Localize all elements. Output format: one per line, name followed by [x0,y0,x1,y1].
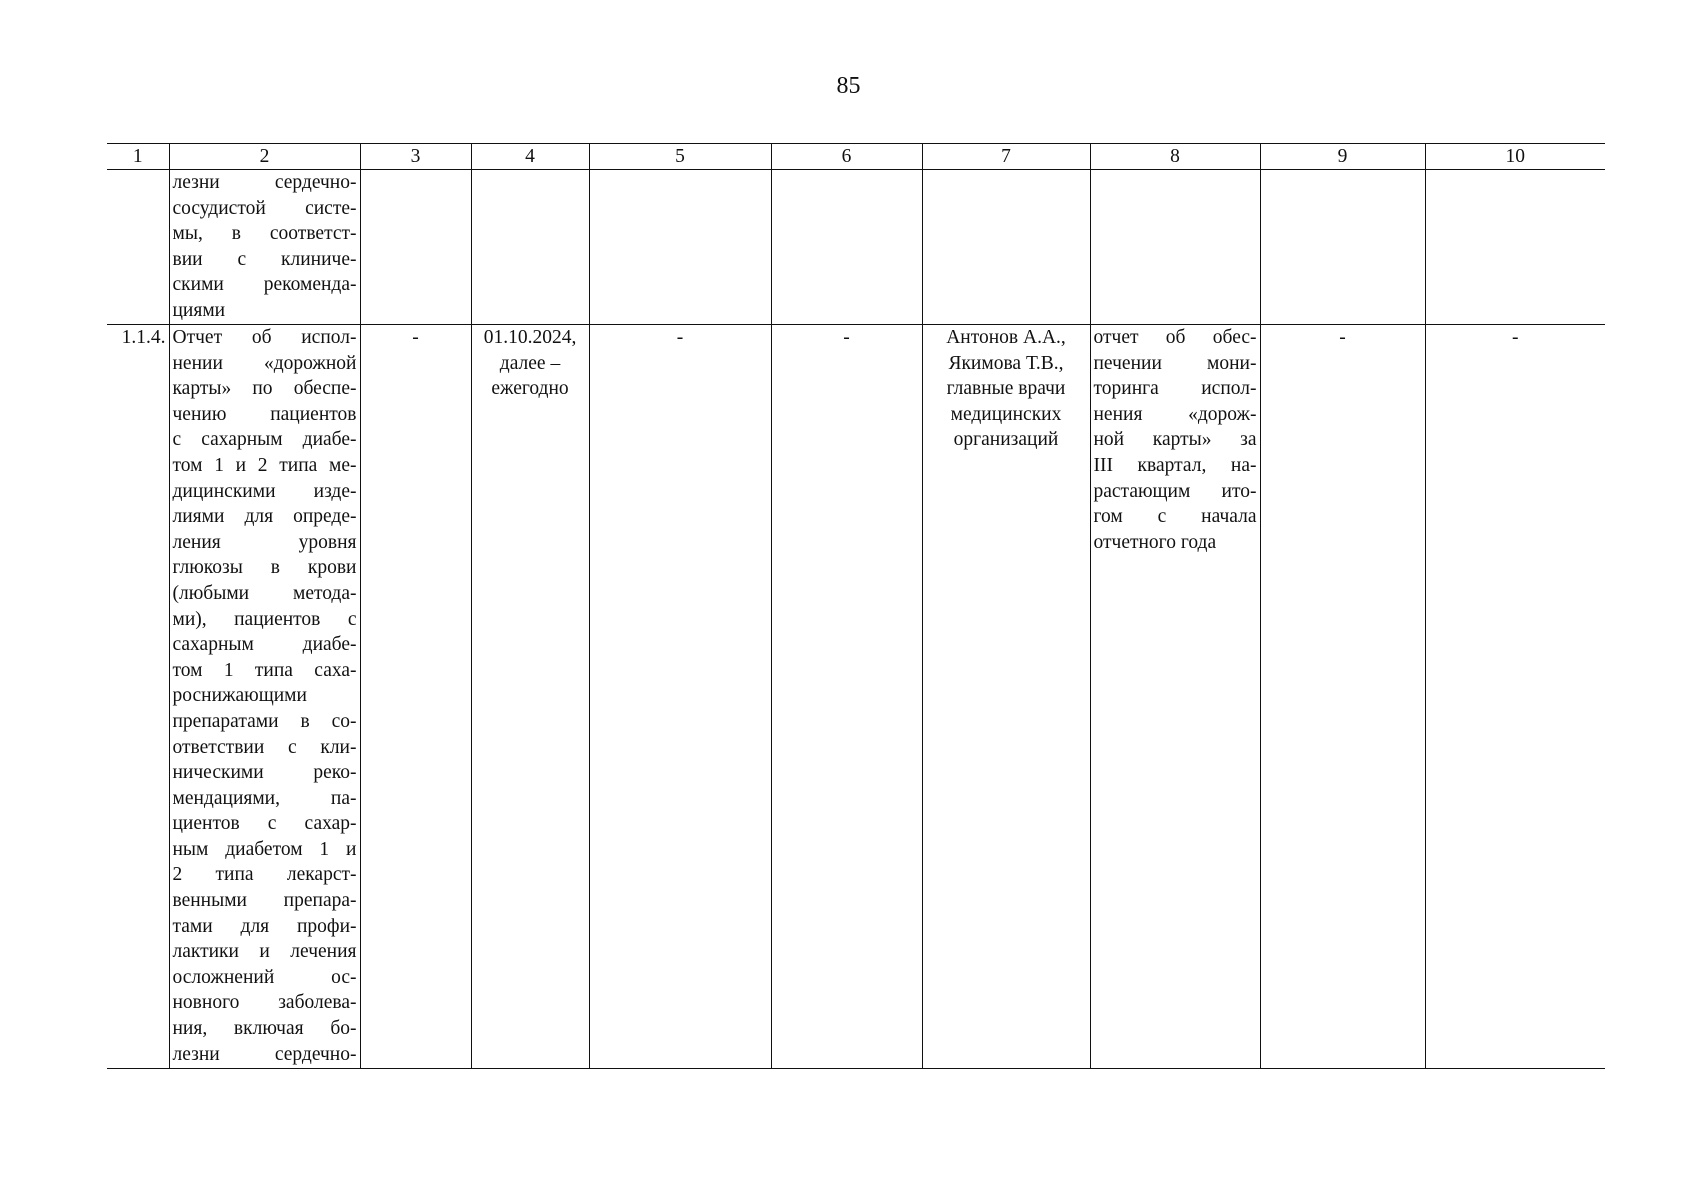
text-line: чению пациентов [172,403,357,425]
text-line: ления уровня [172,531,357,553]
text-line: осложнений ос- [172,966,357,988]
cell-col10: - [1425,325,1605,1069]
cell-col10 [1425,170,1605,325]
text-line: лиями для опреде- [172,506,357,528]
text-line: циями [172,299,226,321]
page-number: 85 [836,73,861,99]
text-line: роснижающими [172,685,307,707]
cell-number: 1.1.4. [107,325,169,1069]
cell-col5: - [589,325,771,1069]
text-line: том 1 и 2 типа ме- [172,454,357,476]
text-line: печении мони- [1093,352,1257,374]
cell-col6 [771,170,922,325]
text-line: Антонов А.А., [946,327,1066,348]
text-line: с сахарным диабе- [172,429,357,451]
cell-col6: - [771,325,922,1069]
text-line: циентов с сахар- [172,813,357,835]
cell-col9: - [1260,325,1425,1069]
text-line: том 1 типа саха- [172,659,357,681]
text-line: главные врачи [946,378,1066,400]
text-line: (любыми метода- [172,582,357,604]
column-header-3: 3 [360,144,471,170]
column-header-8: 8 [1090,144,1260,170]
cell-result [1090,325,1260,1069]
table-row-continuation [107,170,1605,325]
text-line: препаратами в со- [172,710,357,732]
column-header-1: 1 [107,144,169,170]
cell-number [107,170,169,325]
cell-responsible [922,325,1090,1069]
cell-col7 [922,170,1090,325]
text-line: ным диабетом 1 и [172,838,357,860]
text-line: дицинскими изде- [172,480,357,502]
text-line: III квартал, на- [1093,454,1257,476]
text-line: далее – [499,352,561,374]
text-line: тами для профи- [172,915,357,937]
column-header-4: 4 [471,144,589,170]
text-line: сахарным диабе- [172,634,357,656]
cell-col3 [360,170,471,325]
table-row-1-1-4 [107,325,1605,1069]
text-line: гом с начала [1093,506,1257,528]
text-line: отчетного года [1093,531,1217,553]
cell-col9 [1260,170,1425,325]
text-line: ния, включая бо- [172,1018,357,1040]
text-line: нения «дорож- [1093,403,1257,425]
text-line: 2 типа лекарст- [172,864,357,886]
text-line: растающим ито- [1093,480,1257,502]
text-line: лезни сердечно- [172,1043,357,1065]
column-header-2: 2 [169,144,360,170]
text-line: ническими реко- [172,762,357,784]
text-line: ежегодно [491,378,569,400]
text-line: лезни сердечно- [172,172,357,193]
text-line: скими рекоменда- [172,274,357,296]
column-header-5: 5 [589,144,771,170]
text-line: организаций [953,429,1059,451]
column-number-row [107,144,1605,170]
text-line: Якимова Т.В., [948,352,1064,374]
text-line: отчет об обес- [1093,327,1257,348]
cell-col3: - [360,325,471,1069]
text-line: медицинских [950,403,1062,425]
text-line: венными препара- [172,890,357,912]
text-line: мы, в соответст- [172,223,357,245]
cell-col5 [589,170,771,325]
text-line: вии с клиниче- [172,248,357,270]
cell-deadline [471,325,589,1069]
text-line: ной карты» за [1093,429,1257,451]
cell-col4 [471,170,589,325]
text-line: Отчет об испол- [172,327,357,348]
column-header-10: 10 [1425,144,1605,170]
plan-table [107,143,1605,1069]
text-line: нении «дорожной [172,352,357,374]
text-line: лактики и лечения [172,941,357,963]
column-header-7: 7 [922,144,1090,170]
cell-col8 [1090,170,1260,325]
column-header-6: 6 [771,144,922,170]
text-line: 01.10.2024, [483,327,577,348]
text-line: мендациями, па- [172,787,357,809]
text-line: карты» по обеспе- [172,378,357,400]
column-header-9: 9 [1260,144,1425,170]
text-line: новного заболева- [172,992,357,1014]
cell-description [169,170,360,325]
cell-description [169,325,360,1069]
text-line: сосудистой систе- [172,197,357,219]
text-line: торинга испол- [1093,378,1257,400]
text-line: глюкозы в крови [172,557,357,579]
text-line: ми), пациентов с [172,608,357,630]
text-line: ответствии с кли- [172,736,357,758]
